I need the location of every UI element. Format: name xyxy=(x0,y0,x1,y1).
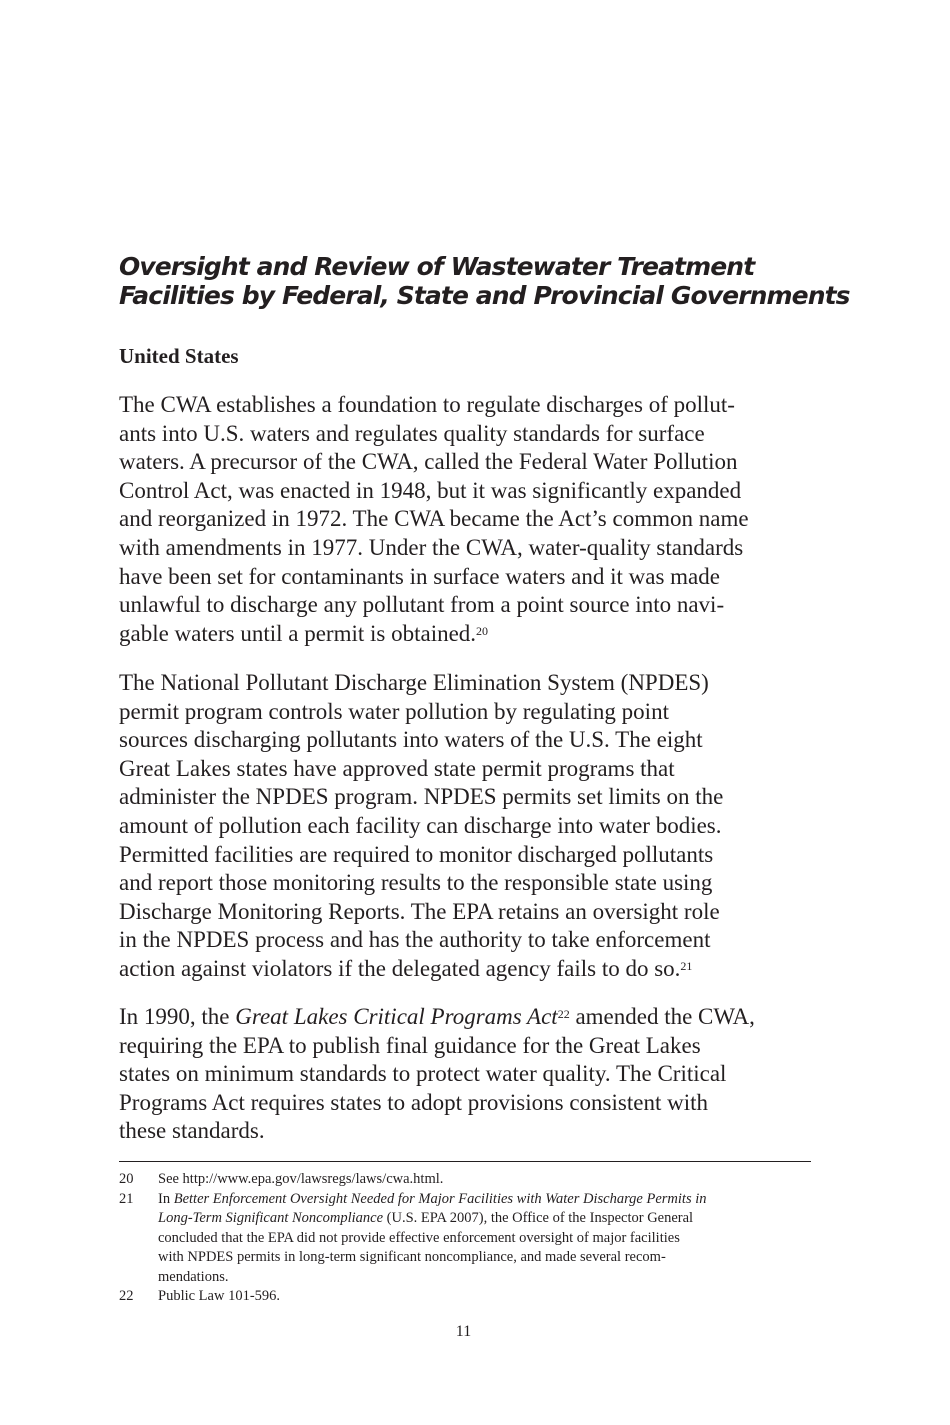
text-run: permit program controls water pollution by regulating point xyxy=(119,698,669,724)
footnote-number: 20 xyxy=(119,1171,134,1187)
text-run: Programs Act requires states to adopt provisions consistent with xyxy=(119,1089,708,1115)
page-number: 11 xyxy=(455,1323,472,1340)
text-line xyxy=(119,698,723,727)
text-line xyxy=(119,1032,755,1061)
text-line xyxy=(119,869,723,898)
italic-title: Long-Term Significant Noncompliance xyxy=(158,1210,384,1226)
footnote-number: 22 xyxy=(119,1288,134,1304)
text-line xyxy=(119,477,749,506)
text-run: action against violators if the delegated agency fails to do so. xyxy=(119,955,681,981)
text-run: ants into U.S. waters and regulates quality standards for surface xyxy=(119,420,705,446)
text-run: In 1990, the xyxy=(119,1004,236,1029)
text-run: unlawful to discharge any pollutant from a point source into navi- xyxy=(119,592,725,618)
text-line xyxy=(119,1117,755,1146)
footnote xyxy=(119,1190,819,1288)
text-run: amended the CWA, xyxy=(569,1004,755,1029)
text-line xyxy=(119,726,723,755)
text-run: Great Lakes states have approved state permit programs that xyxy=(119,755,675,781)
text-line xyxy=(158,1209,707,1229)
footnote-divider xyxy=(119,1161,811,1162)
text-line xyxy=(119,391,749,420)
text-line xyxy=(158,1287,280,1307)
footnote-reference: 22 xyxy=(557,1007,570,1021)
title-line: Oversight and Review of Wastewater Treatment xyxy=(119,252,755,281)
text-line xyxy=(158,1190,707,1210)
text-line xyxy=(158,1229,707,1249)
text-run: sources discharging pollutants into waters of the U.S. The eight xyxy=(119,727,703,753)
text-run: (U.S. EPA 2007), the Office of the Inspector General xyxy=(383,1210,694,1226)
text-run: and report those monitoring results to the responsible state using xyxy=(119,870,713,896)
italic-title: Great Lakes Critical Programs Act xyxy=(235,1004,558,1029)
footnote xyxy=(119,1287,819,1307)
text-run: gable waters until a permit is obtained. xyxy=(119,620,477,646)
text-run: The National Pollutant Discharge Elimination System (NPDES) xyxy=(119,670,709,695)
footnote-text xyxy=(158,1170,443,1190)
text-run: requiring the EPA to publish final guidance for the Great Lakes xyxy=(119,1032,701,1058)
text-run: Control Act, was enacted in 1948, but it was significantly expanded xyxy=(119,477,742,503)
body-paragraph xyxy=(119,1003,755,1146)
text-run: waters. A precursor of the CWA, called the Federal Water Pollution xyxy=(119,449,738,475)
text-line xyxy=(119,898,723,927)
text-run: amount of pollution each facility can discharge into water bodies. xyxy=(119,812,722,838)
footnotes xyxy=(119,1170,819,1307)
text-line xyxy=(119,1089,755,1118)
body-paragraph xyxy=(119,391,749,648)
text-line xyxy=(119,505,749,534)
title-line: Facilities by Federal, State and Provincial Governments xyxy=(119,281,850,310)
footnote-text xyxy=(158,1287,280,1307)
text-run: Discharge Monitoring Reports. The EPA retains an oversight role xyxy=(119,898,720,924)
text-run: and reorganized in 1972. The CWA became the Act’s common name xyxy=(119,506,749,532)
text-run: In xyxy=(158,1190,174,1207)
text-run: have been set for contaminants in surface waters and it was made xyxy=(119,563,720,589)
text-run: Permitted facilities are required to monitor discharged pollutants xyxy=(119,841,714,867)
text-line xyxy=(158,1248,707,1268)
footnote xyxy=(119,1170,819,1190)
text-line xyxy=(119,420,749,449)
text-run: The CWA establishes a foundation to regulate discharges of pollut- xyxy=(119,392,735,417)
body-paragraph xyxy=(119,669,723,984)
text-run: with NPDES permits in long-term significant noncompliance, and made several recom- xyxy=(158,1249,666,1265)
text-line xyxy=(119,1003,755,1032)
text-run: in the NPDES process and has the authority to take enforcement xyxy=(119,927,711,953)
text-run: states on minimum standards to protect water quality. The Critical xyxy=(119,1061,727,1087)
text-run: concluded that the EPA did not provide effective enforcement oversight of major facilities xyxy=(158,1229,680,1246)
text-line xyxy=(119,783,723,812)
text-run: with amendments in 1977. Under the CWA, water-quality standards xyxy=(119,534,744,560)
text-line xyxy=(158,1268,707,1288)
text-line xyxy=(119,534,749,563)
footnote-reference: 20 xyxy=(476,623,489,638)
text-line xyxy=(119,448,749,477)
footnote-number: 21 xyxy=(119,1190,134,1207)
text-run: administer the NPDES program. NPDES permits set limits on the xyxy=(119,784,724,810)
footnote-text xyxy=(158,1190,707,1288)
text-line xyxy=(119,841,723,870)
text-line xyxy=(119,563,749,592)
text-line xyxy=(119,755,723,784)
text-line xyxy=(119,812,723,841)
text-run: Public Law 101-596. xyxy=(158,1288,281,1304)
italic-title: Better Enforcement Oversight Needed for Major Facilities with Water Discharge Permits in xyxy=(173,1190,707,1207)
section-heading: United States xyxy=(119,344,239,368)
text-line xyxy=(119,926,723,955)
footnote-reference: 21 xyxy=(680,958,693,973)
text-line xyxy=(119,955,723,984)
text-run: these standards. xyxy=(119,1118,265,1144)
text-line xyxy=(119,591,749,620)
page-title xyxy=(119,252,850,310)
text-run: See http://www.epa.gov/lawsregs/laws/cwa.html. xyxy=(158,1171,444,1187)
text-line xyxy=(119,1060,755,1089)
text-line xyxy=(119,620,749,649)
text-run: mendations. xyxy=(158,1268,229,1285)
text-line xyxy=(158,1170,443,1190)
text-line xyxy=(119,669,723,698)
